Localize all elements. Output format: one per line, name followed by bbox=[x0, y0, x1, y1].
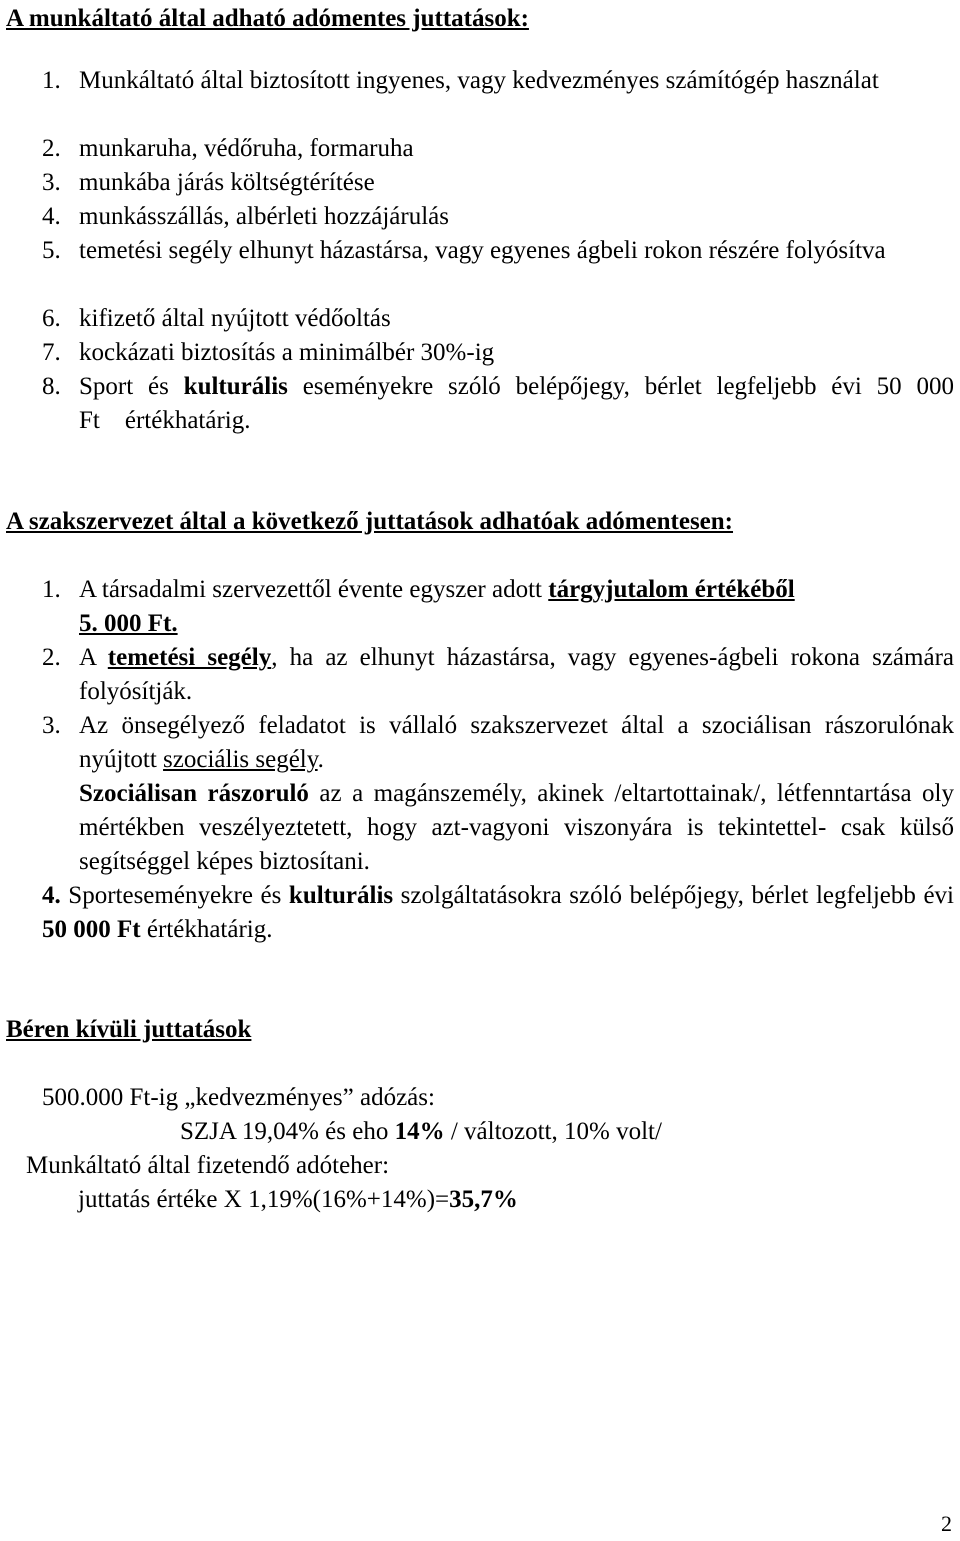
section3-title: Béren kívüli juttatások bbox=[6, 1016, 252, 1043]
item-number: 2. bbox=[42, 644, 61, 671]
list-item bbox=[42, 641, 954, 709]
item-number: 3. bbox=[42, 712, 61, 739]
item-text: munkába járás költségtérítése bbox=[79, 169, 375, 196]
list-item bbox=[42, 573, 954, 641]
item-number: 6. bbox=[42, 305, 61, 332]
list-item bbox=[42, 370, 954, 438]
list-item bbox=[42, 64, 954, 98]
item-text: Munkáltató által biztosított ingyenes, vagy kedvezményes számítógép használat bbox=[79, 67, 879, 94]
text-line: Munkáltató által fizetendő adóteher: bbox=[26, 1152, 390, 1179]
item-text: kockázati biztosítás a minimálbér 30%-ig bbox=[79, 339, 495, 366]
paragraph bbox=[42, 777, 954, 879]
item-number: 1. bbox=[42, 67, 61, 94]
item-text: A temetési segély, ha az elhunyt házastársa, vagy egyenes-ágbeli rokona számára folyósítják. bbox=[79, 644, 954, 705]
text-line: SZJA 19,04% és eho 14% / változott, 10% volt/ bbox=[180, 1118, 662, 1145]
list-item: 4. Sporteseményekre és kulturális szolgáltatásokra szóló belépőjegy, bérlet legfeljebb évi 50 000 Ft értékhatárig. bbox=[42, 882, 955, 943]
item-text: temetési segély elhunyt házastársa, vagy egyenes ágbeli rokon részére folyósítva bbox=[79, 237, 886, 264]
item-text: kifizető által nyújtott védőoltás bbox=[79, 305, 391, 332]
item-number: 3. bbox=[42, 169, 61, 196]
list-item bbox=[42, 336, 954, 370]
item-text: Az önsegélyező feladatot is vállaló szakszervezet által a szociálisan rászorulónak nyújtott szociális segély. bbox=[79, 712, 954, 773]
list-item bbox=[42, 709, 954, 777]
item-text: munkaruha, védőruha, formaruha bbox=[79, 135, 414, 162]
item-number: 8. bbox=[42, 373, 61, 400]
item-text: munkásszállás, albérleti hozzájárulás bbox=[79, 203, 449, 230]
text-line: juttatás értéke X 1,19%(16%+14%)=35,7% bbox=[78, 1186, 518, 1213]
item-number: 4. bbox=[42, 203, 61, 230]
item-number: 5. bbox=[42, 237, 61, 264]
item-number: 7. bbox=[42, 339, 61, 366]
item-text: Sport és kulturális eseményekre szóló belépőjegy, bérlet legfeljebb évi 50 000 Ft értékhatárig. bbox=[79, 373, 954, 434]
list-item bbox=[42, 132, 954, 166]
section2-title: A szakszervezet által a következő juttatások adhatóak adómentesen: bbox=[6, 508, 734, 535]
section1-title: A munkáltató által adható adómentes juttatások: bbox=[6, 5, 529, 32]
paragraph-text: Szociálisan rászoruló az a magánszemély, akinek /eltartottainak/, létfenntartása oly mértékben veszélyeztetett, hogy azt-vagyoni viszonyára is tekintettel- csak külső segítséggel képes biztosítani. bbox=[79, 780, 955, 875]
list-item bbox=[42, 166, 954, 200]
list-item bbox=[42, 234, 954, 268]
item-number: 2. bbox=[42, 135, 61, 162]
list-item bbox=[42, 302, 954, 336]
item-number: 4. bbox=[42, 882, 61, 909]
list-item bbox=[42, 200, 954, 234]
page-number: 2 bbox=[941, 1511, 952, 1536]
item-number: 1. bbox=[42, 576, 61, 603]
item-text: A társadalmi szervezettől évente egyszer adott tárgyjutalom értékéből 5. 000 Ft. bbox=[79, 576, 795, 637]
text-line: 500.000 Ft-ig „kedvezményes” adózás: bbox=[42, 1084, 435, 1111]
